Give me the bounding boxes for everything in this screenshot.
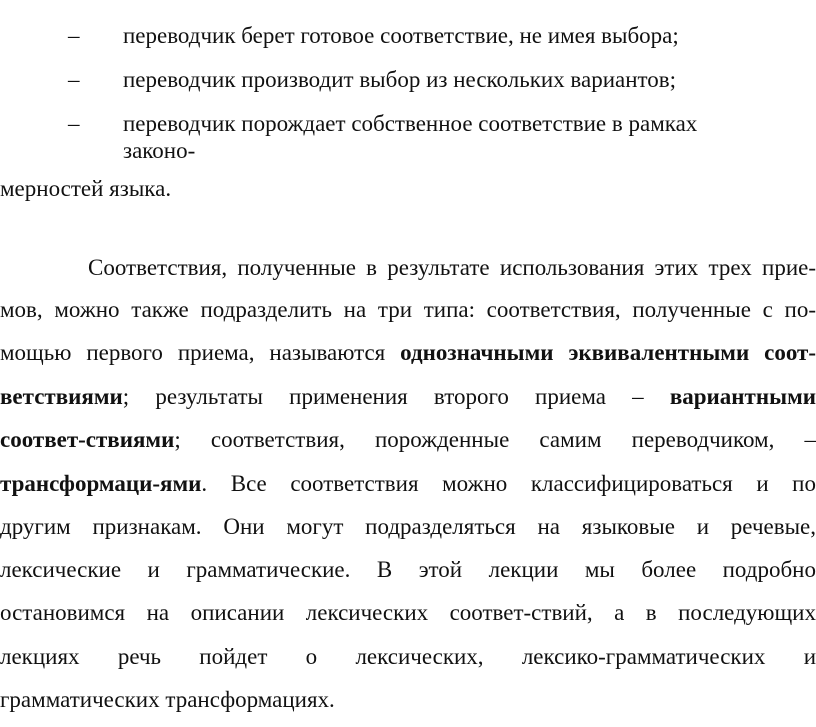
paragraph-line bbox=[0, 383, 816, 411]
paragraph-line bbox=[0, 470, 816, 498]
bold-term: вариантными bbox=[669, 384, 816, 409]
text-run: . Все соответствия можно классифицироваться и по bbox=[201, 471, 816, 496]
paragraph-line bbox=[0, 426, 816, 454]
paragraph-line bbox=[0, 643, 816, 671]
list-item-text: переводчик порождает собственное соответствие в рамках bbox=[123, 111, 698, 136]
bold-term: трансформаци-ями bbox=[0, 471, 202, 496]
text-run: Соответствия, полученные в результате использования этих трех прие- bbox=[88, 255, 816, 280]
text-run: лексические и грамматические. В этой лекции мы более подробно bbox=[0, 557, 816, 582]
text-run: мов, можно также подразделить на три типа: соответствия, полученные с по- bbox=[0, 297, 816, 322]
text-run: лекциях речь пойдет о лексических, лексико-грамматических и bbox=[0, 644, 816, 669]
text-run: ; результаты применения второго приема – bbox=[122, 384, 670, 409]
dash-marker: – bbox=[68, 23, 80, 48]
text-run: другим признакам. Они могут подразделяться на языковые и речевые, bbox=[0, 514, 816, 539]
bold-term: однозначными эквивалентными соот- bbox=[400, 340, 816, 365]
text-run: грамматических трансформациях. bbox=[0, 687, 335, 712]
list-item-text-continued: законо- bbox=[123, 138, 196, 163]
bold-term: соответ-ствиями bbox=[0, 427, 175, 452]
paragraph-line bbox=[0, 254, 816, 282]
paragraph-line bbox=[0, 686, 816, 714]
list-item-text: переводчик производит выбор из нескольких вариантов; bbox=[123, 67, 677, 92]
paragraph-line bbox=[0, 296, 816, 324]
paragraph-line bbox=[0, 339, 816, 367]
list-item-text: переводчик берет готовое соответствие, не имея выбора; bbox=[123, 23, 679, 48]
text-run: остановимся на описании лексических соответ-ствий, а в последующих bbox=[0, 600, 816, 625]
paragraph-line bbox=[0, 599, 816, 627]
paragraph-line bbox=[0, 556, 816, 584]
text-run: мощью первого приема, называются bbox=[0, 340, 401, 365]
dash-marker: – bbox=[68, 111, 80, 136]
paragraph-line bbox=[0, 513, 816, 541]
bold-term: ветствиями bbox=[0, 384, 123, 409]
dash-marker: – bbox=[68, 67, 80, 92]
list-continuation: мерностей языка. bbox=[0, 176, 172, 201]
text-run: ; соответствия, порожденные самим переводчиком, – bbox=[174, 427, 816, 452]
